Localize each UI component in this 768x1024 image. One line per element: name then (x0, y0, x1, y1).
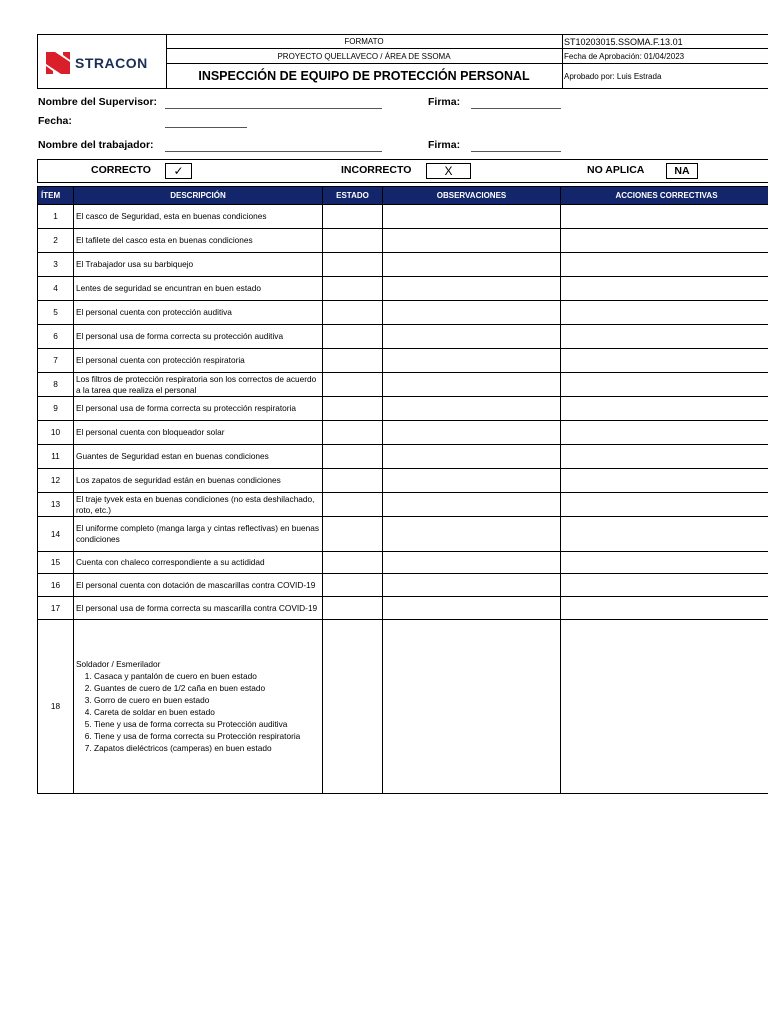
table-row (38, 397, 768, 421)
acciones-cell[interactable] (561, 253, 768, 277)
list-item: 3. Gorro de cuero en buen estado (94, 694, 320, 706)
item-number: 16 (38, 574, 74, 597)
list-item: 4. Careta de soldar en buen estado (94, 706, 320, 718)
table-row (38, 445, 768, 469)
table-row (38, 301, 768, 325)
firma-trabajador-field[interactable] (471, 151, 561, 152)
estado-cell[interactable] (323, 277, 383, 301)
observaciones-cell[interactable] (383, 301, 561, 325)
item-description: Cuenta con chaleco correspondiente a su actididad (74, 552, 323, 574)
firma-trabajador-label: Firma: (428, 139, 461, 151)
item-description: El personal usa de forma correcta su protección respiratoria (74, 397, 323, 421)
item-number: 7 (38, 349, 74, 373)
acciones-cell[interactable] (561, 421, 768, 445)
estado-cell[interactable] (323, 445, 383, 469)
header-meta-block (562, 35, 768, 88)
acciones-cell[interactable] (561, 552, 768, 574)
logo-text: STRACON (75, 55, 148, 71)
legend-incorrecto-box: X (426, 163, 471, 179)
observaciones-cell[interactable] (383, 397, 561, 421)
table-row (38, 325, 768, 349)
item-description: El uniforme completo (manga larga y cintas reflectivas) en buenas condiciones (74, 517, 323, 552)
firma-supervisor-label: Firma: (428, 96, 461, 108)
acciones-cell[interactable] (561, 493, 768, 517)
item-number: 14 (38, 517, 74, 552)
header-estado: ESTADO (323, 187, 383, 205)
estado-cell[interactable] (323, 229, 383, 253)
header-item: ÍTEM (38, 187, 74, 205)
item-number: 9 (38, 397, 74, 421)
legend-no-aplica-label: NO APLICA (587, 164, 645, 176)
table-row (38, 229, 768, 253)
legend-incorrecto-label: INCORRECTO (341, 164, 412, 176)
observaciones-cell[interactable] (383, 349, 561, 373)
legend-correcto-box: ✓ (165, 163, 192, 179)
acciones-cell[interactable] (561, 620, 768, 794)
estado-cell[interactable] (323, 620, 383, 794)
observaciones-cell[interactable] (383, 277, 561, 301)
item-description: El personal cuenta con protección respiratoria (74, 349, 323, 373)
item-description: El personal usa de forma correcta su mascarilla contra COVID-19 (74, 597, 323, 620)
observaciones-cell[interactable] (383, 229, 561, 253)
acciones-cell[interactable] (561, 229, 768, 253)
estado-cell[interactable] (323, 325, 383, 349)
observaciones-cell[interactable] (383, 445, 561, 469)
estado-cell[interactable] (323, 469, 383, 493)
table-row (38, 574, 768, 597)
observaciones-cell[interactable] (383, 574, 561, 597)
supervisor-label: Nombre del Supervisor: (38, 96, 158, 108)
item-description: Los zapatos de seguridad están en buenas condiciones (74, 469, 323, 493)
estado-cell[interactable] (323, 597, 383, 620)
project-label: PROYECTO QUELLAVECO / ÁREA DE SSOMA (166, 49, 562, 64)
item-description: Lentes de seguridad se encuntran en buen estado (74, 277, 323, 301)
fecha-label: Fecha: (38, 115, 72, 127)
observaciones-cell[interactable] (383, 421, 561, 445)
table-row (38, 253, 768, 277)
item-number: 6 (38, 325, 74, 349)
acciones-cell[interactable] (561, 277, 768, 301)
item-description: Los filtros de protección respiratoria son los correctos de acuerdo a la tarea que realiza el personal (74, 373, 323, 397)
inspection-table (37, 186, 768, 794)
item-number: 18 (38, 620, 74, 794)
table-row (38, 597, 768, 620)
list-item: 6. Tiene y usa de forma correcta su Protección respiratoria (94, 730, 320, 742)
logo-cell (38, 35, 167, 88)
item-description: El casco de Seguridad, esta en buenas condiciones (74, 205, 323, 229)
estado-cell[interactable] (323, 517, 383, 552)
header-acciones: ACCIONES CORRECTIVAS (561, 187, 768, 205)
acciones-cell[interactable] (561, 205, 768, 229)
item-description: El traje tyvek esta en buenas condiciones (no esta deshilachado, roto, etc.) (74, 493, 323, 517)
stracon-logo-icon (46, 52, 70, 74)
acciones-cell[interactable] (561, 397, 768, 421)
estado-cell[interactable] (323, 253, 383, 277)
observaciones-cell[interactable] (383, 620, 561, 794)
header-observaciones: OBSERVACIONES (383, 187, 561, 205)
acciones-cell[interactable] (561, 301, 768, 325)
table-row (38, 373, 768, 397)
soldador-list (76, 670, 320, 754)
estado-cell[interactable] (323, 421, 383, 445)
item-number: 13 (38, 493, 74, 517)
estado-cell[interactable] (323, 574, 383, 597)
acciones-cell[interactable] (561, 445, 768, 469)
item-number: 1 (38, 205, 74, 229)
table-row (38, 620, 768, 794)
firma-supervisor-field[interactable] (471, 108, 561, 109)
trabajador-label: Nombre del trabajador: (38, 139, 154, 151)
item-description: El personal usa de forma correcta su protección auditiva (74, 325, 323, 349)
observaciones-cell[interactable] (383, 493, 561, 517)
item-description: El tafilete del casco esta en buenas condiciones (74, 229, 323, 253)
observaciones-cell[interactable] (383, 325, 561, 349)
estado-cell[interactable] (323, 373, 383, 397)
table-row (38, 493, 768, 517)
approved-by: Aprobado por: Luis Estrada (564, 71, 662, 81)
table-row (38, 552, 768, 574)
table-row (38, 205, 768, 229)
table-row (38, 421, 768, 445)
item-number: 4 (38, 277, 74, 301)
acciones-cell[interactable] (561, 349, 768, 373)
observaciones-cell[interactable] (383, 552, 561, 574)
list-item: 7. Zapatos dieléctricos (camperas) en buen estado (94, 742, 320, 754)
item-number: 17 (38, 597, 74, 620)
list-item: 5. Tiene y usa de forma correcta su Protección auditiva (94, 718, 320, 730)
document-code: ST10203015.SSOMA.F.13.01 (562, 35, 768, 49)
soldador-title: Soldador / Esmerilador (76, 659, 161, 669)
item-description: El personal cuenta con bloqueador solar (74, 421, 323, 445)
document-title: INSPECCIÓN DE EQUIPO DE PROTECCIÓN PERSONAL (198, 69, 530, 83)
list-item: 2. Guantes de cuero de 1/2 caña en buen estado (94, 682, 320, 694)
legend-bar (37, 159, 768, 183)
document-header (37, 34, 768, 89)
table-row (38, 349, 768, 373)
acciones-cell[interactable] (561, 469, 768, 493)
approval-date: Fecha de Aprobación: 01/04/2023 (562, 49, 768, 64)
legend-correcto-label: CORRECTO (91, 164, 151, 176)
item-number: 10 (38, 421, 74, 445)
item-number: 5 (38, 301, 74, 325)
table-header-row (38, 187, 768, 205)
header-descripcion: DESCRIPCIÓN (74, 187, 323, 205)
stracon-logo (46, 52, 148, 74)
observaciones-cell[interactable] (383, 597, 561, 620)
observaciones-cell[interactable] (383, 253, 561, 277)
item-number: 12 (38, 469, 74, 493)
formato-label: FORMATO (166, 35, 562, 49)
item-description: Guantes de Seguridad estan en buenas condiciones (74, 445, 323, 469)
acciones-cell[interactable] (561, 517, 768, 552)
item-number: 15 (38, 552, 74, 574)
estado-cell[interactable] (323, 301, 383, 325)
list-item: 1. Casaca y pantalón de cuero en buen estado (94, 670, 320, 682)
item-number: 8 (38, 373, 74, 397)
table-row (38, 469, 768, 493)
observaciones-cell[interactable] (383, 373, 561, 397)
supervisor-name-field[interactable] (165, 108, 382, 109)
item-description: El Trabajador usa su barbiquejo (74, 253, 323, 277)
item-number: 3 (38, 253, 74, 277)
fecha-field[interactable] (165, 127, 247, 128)
legend-no-aplica-box: NA (666, 163, 698, 179)
acciones-cell[interactable] (561, 574, 768, 597)
estado-cell[interactable] (323, 493, 383, 517)
observaciones-cell[interactable] (383, 205, 561, 229)
observaciones-cell[interactable] (383, 517, 561, 552)
table-row (38, 277, 768, 301)
estado-cell[interactable] (323, 349, 383, 373)
observaciones-cell[interactable] (383, 469, 561, 493)
table-row (38, 517, 768, 552)
acciones-cell[interactable] (561, 597, 768, 620)
item-number: 2 (38, 229, 74, 253)
trabajador-name-field[interactable] (165, 151, 382, 152)
estado-cell[interactable] (323, 552, 383, 574)
item-description: El personal cuenta con dotación de mascarillas contra COVID-19 (74, 574, 323, 597)
estado-cell[interactable] (323, 397, 383, 421)
estado-cell[interactable] (323, 205, 383, 229)
item-description-soldador (74, 620, 323, 794)
acciones-cell[interactable] (561, 373, 768, 397)
header-title-block (166, 35, 563, 88)
item-description: El personal cuenta con protección auditiva (74, 301, 323, 325)
acciones-cell[interactable] (561, 325, 768, 349)
item-number: 11 (38, 445, 74, 469)
